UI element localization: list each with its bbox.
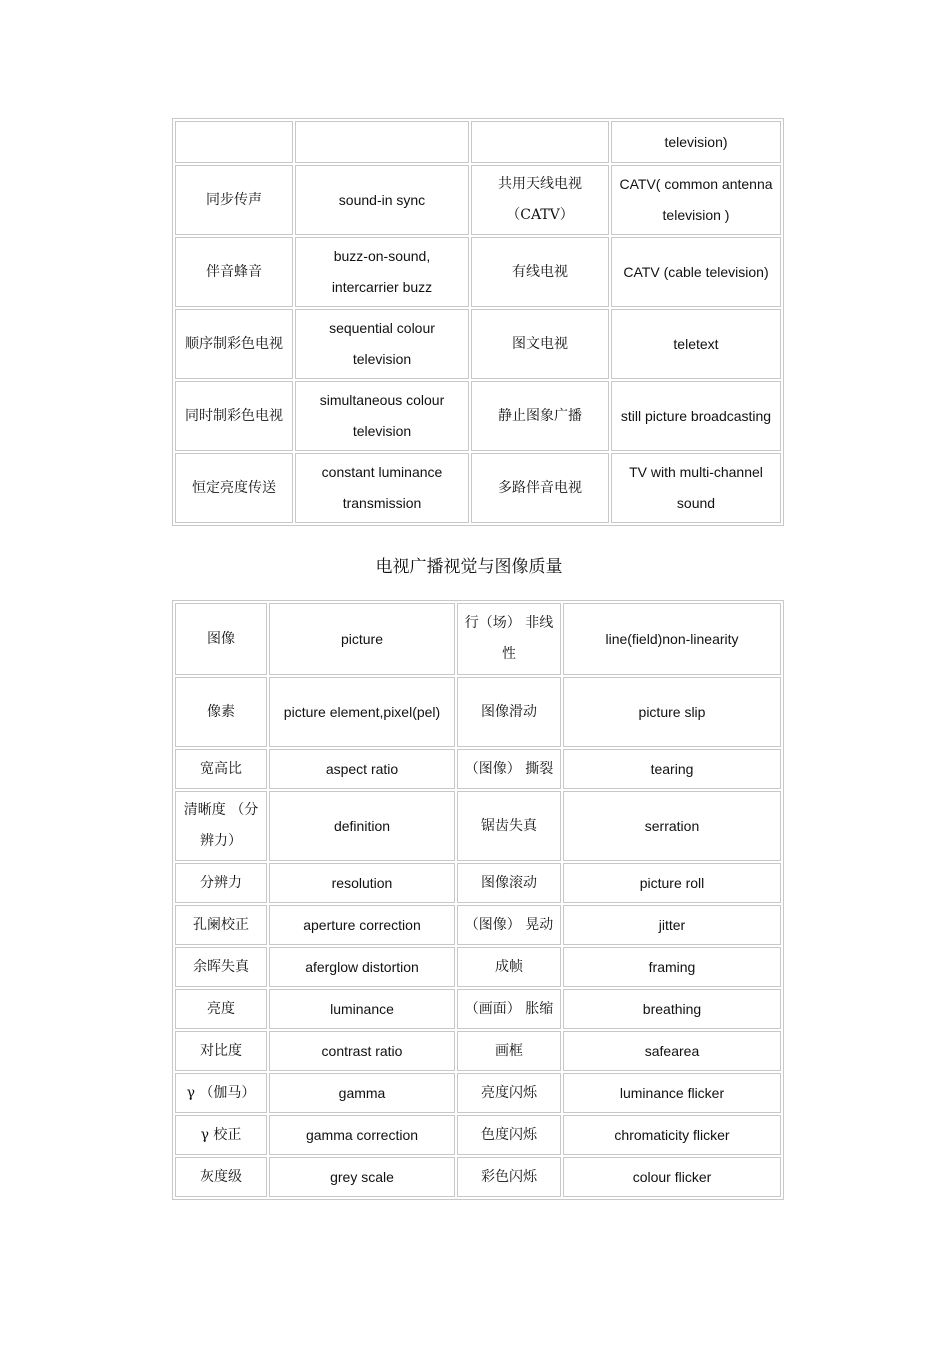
term-chinese: 像素 — [175, 677, 267, 747]
term-english: line(field)non-linearity — [563, 603, 781, 675]
term-chinese: γ （伽马） — [175, 1073, 267, 1113]
term-chinese: 伴音蜂音 — [175, 237, 293, 307]
table-row — [175, 381, 781, 451]
table-row — [175, 309, 781, 379]
term-chinese: 同时制彩色电视 — [175, 381, 293, 451]
table-row — [175, 1157, 781, 1197]
term-english: contrast ratio — [269, 1031, 455, 1071]
term-chinese: 共用天线电视（CATV） — [471, 165, 609, 235]
term-chinese: 图像 — [175, 603, 267, 675]
term-english: tearing — [563, 749, 781, 789]
table-row — [175, 791, 781, 861]
term-english — [295, 121, 469, 163]
term-english: colour flicker — [563, 1157, 781, 1197]
term-english: aspect ratio — [269, 749, 455, 789]
glossary-table-2 — [172, 600, 784, 1200]
term-english: picture — [269, 603, 455, 675]
term-english: picture element,pixel(pel) — [269, 677, 455, 747]
term-chinese: 图像滚动 — [457, 863, 561, 903]
table-row — [175, 603, 781, 675]
term-english: picture roll — [563, 863, 781, 903]
term-chinese: 锯齿失真 — [457, 791, 561, 861]
term-chinese: 行（场） 非线性 — [457, 603, 561, 675]
term-chinese: （画面） 胀缩 — [457, 989, 561, 1029]
table-row — [175, 1115, 781, 1155]
term-chinese: 亮度闪烁 — [457, 1073, 561, 1113]
term-chinese: 彩色闪烁 — [457, 1157, 561, 1197]
term-english: buzz-on-sound, intercarrier buzz — [295, 237, 469, 307]
table-row — [175, 121, 781, 163]
glossary-table-1 — [172, 118, 784, 526]
term-english: serration — [563, 791, 781, 861]
term-chinese: （图像） 晃动 — [457, 905, 561, 945]
term-chinese: 图文电视 — [471, 309, 609, 379]
term-chinese: 有线电视 — [471, 237, 609, 307]
term-english: breathing — [563, 989, 781, 1029]
table-row — [175, 165, 781, 235]
term-english: CATV (cable television) — [611, 237, 781, 307]
term-chinese: 同步传声 — [175, 165, 293, 235]
term-english: sequential colour television — [295, 309, 469, 379]
term-chinese: 静止图象广播 — [471, 381, 609, 451]
term-english: luminance flicker — [563, 1073, 781, 1113]
term-english: grey scale — [269, 1157, 455, 1197]
term-chinese: 分辨力 — [175, 863, 267, 903]
term-english: gamma correction — [269, 1115, 455, 1155]
term-english: aferglow distortion — [269, 947, 455, 987]
table-row — [175, 1073, 781, 1113]
term-english: aperture correction — [269, 905, 455, 945]
term-english: constant luminance transmission — [295, 453, 469, 523]
term-chinese: γ 校正 — [175, 1115, 267, 1155]
term-english: sound-in sync — [295, 165, 469, 235]
table-row — [175, 453, 781, 523]
term-english: CATV( common antenna television ) — [611, 165, 781, 235]
term-english: safearea — [563, 1031, 781, 1071]
term-english: simultaneous colour television — [295, 381, 469, 451]
table-row — [175, 947, 781, 987]
term-chinese: 亮度 — [175, 989, 267, 1029]
table-row — [175, 989, 781, 1029]
term-english: still picture broadcasting — [611, 381, 781, 451]
term-chinese: 画框 — [457, 1031, 561, 1071]
term-chinese: （图像） 撕裂 — [457, 749, 561, 789]
term-chinese: 宽高比 — [175, 749, 267, 789]
term-chinese: 余晖失真 — [175, 947, 267, 987]
term-chinese — [175, 121, 293, 163]
term-english: gamma — [269, 1073, 455, 1113]
term-chinese: 孔阑校正 — [175, 905, 267, 945]
term-chinese: 顺序制彩色电视 — [175, 309, 293, 379]
term-chinese: 灰度级 — [175, 1157, 267, 1197]
section-title: 电视广播视觉与图像质量 — [375, 557, 563, 577]
term-english: jitter — [563, 905, 781, 945]
term-chinese: 恒定亮度传送 — [175, 453, 293, 523]
term-english: TV with multi-channel sound — [611, 453, 781, 523]
term-english: luminance — [269, 989, 455, 1029]
table-row — [175, 237, 781, 307]
table-row — [175, 677, 781, 747]
term-chinese: 色度闪烁 — [457, 1115, 561, 1155]
term-chinese: 对比度 — [175, 1031, 267, 1071]
term-chinese: 多路伴音电视 — [471, 453, 609, 523]
term-english: framing — [563, 947, 781, 987]
table-row — [175, 863, 781, 903]
table-row — [175, 905, 781, 945]
term-english: resolution — [269, 863, 455, 903]
term-english: chromaticity flicker — [563, 1115, 781, 1155]
table-row — [175, 749, 781, 789]
term-chinese — [471, 121, 609, 163]
term-chinese: 成帧 — [457, 947, 561, 987]
table-row — [175, 1031, 781, 1071]
term-english: picture slip — [563, 677, 781, 747]
term-chinese: 图像滑动 — [457, 677, 561, 747]
term-english: teletext — [611, 309, 781, 379]
term-english: television) — [611, 121, 781, 163]
term-english: definition — [269, 791, 455, 861]
term-chinese: 清晰度 （分辨力） — [175, 791, 267, 861]
